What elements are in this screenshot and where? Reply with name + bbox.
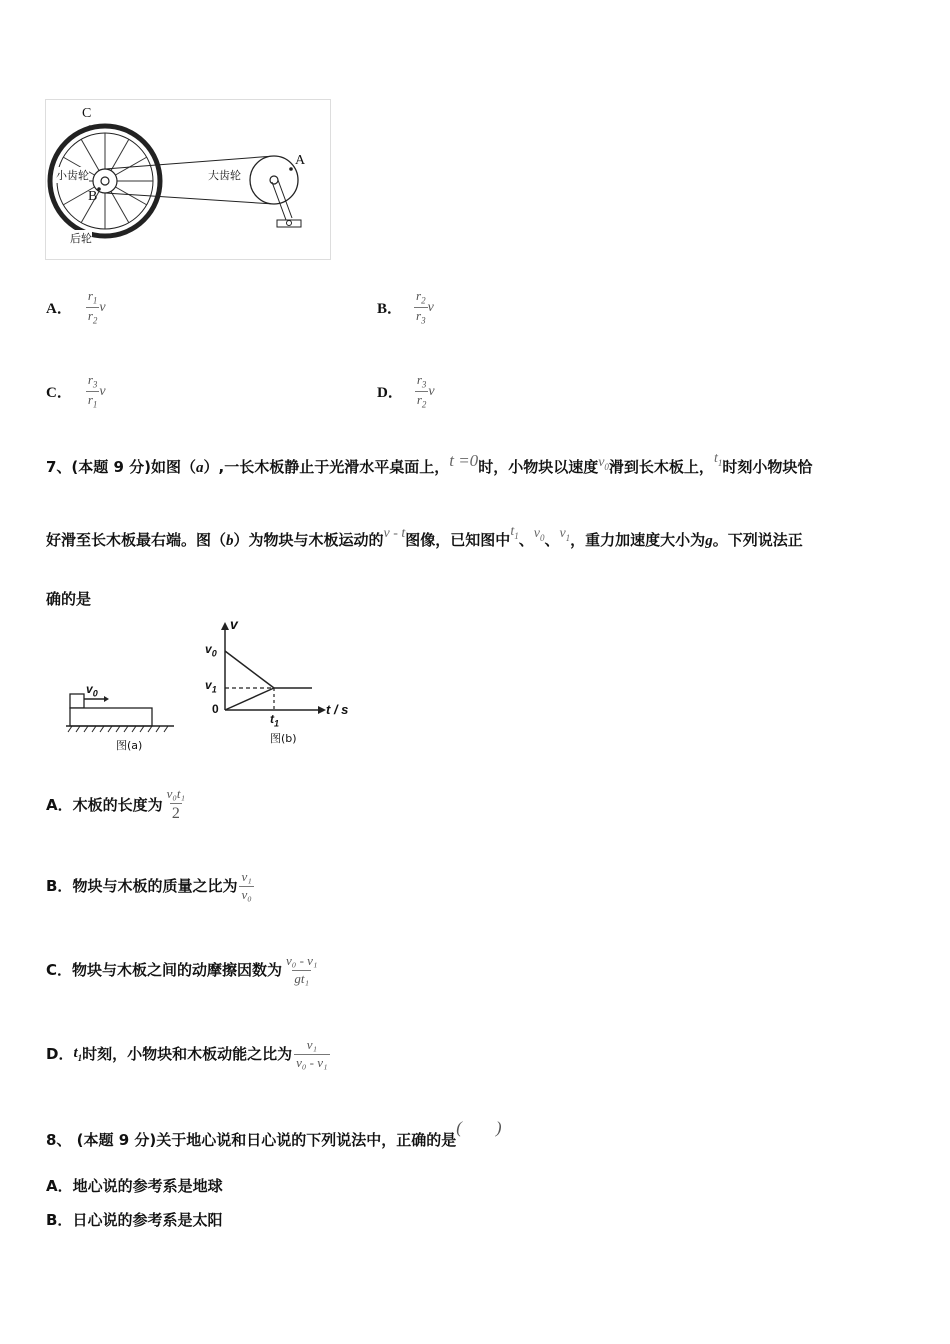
big-gear-label: 大齿轮 bbox=[208, 169, 241, 182]
option-variable: v bbox=[428, 383, 435, 399]
q6-option-c[interactable] bbox=[46, 372, 106, 412]
option-variable: v bbox=[99, 299, 106, 315]
option-text: 木板的长度为 bbox=[72, 795, 163, 814]
option-label: D． bbox=[377, 385, 403, 402]
q8-option-b[interactable] bbox=[46, 1213, 222, 1228]
option-t1: $t_1$ bbox=[73, 1044, 83, 1063]
q6-option-b[interactable] bbox=[377, 288, 434, 328]
q7-option-a[interactable] bbox=[46, 786, 187, 825]
q7-figure-a bbox=[60, 680, 180, 755]
option-variable: v bbox=[427, 299, 434, 315]
label-c: C bbox=[82, 106, 92, 121]
fig-a-v0-label: $v_0$ bbox=[86, 682, 98, 699]
option-fraction: $\frac{r_2}{r_3}$ bbox=[416, 288, 426, 326]
fig-b-v0-label: $v_0$ bbox=[205, 642, 217, 659]
fig-b-v1-label: $v_1$ bbox=[205, 678, 217, 695]
option-fraction: $\frac{\text{v₁}}{\text{v₀}}$ bbox=[241, 869, 252, 902]
fig-b-origin-label: 0 bbox=[212, 702, 219, 716]
option-fraction: $\frac{r_3}{r_2}$ bbox=[416, 372, 427, 410]
option-text: 物块与木板的质量之比为 bbox=[72, 876, 238, 895]
option-fraction: $\frac{\text{v₁}}{\text{v₀ - v₁}}$ bbox=[296, 1037, 328, 1070]
q7-figure-b bbox=[200, 618, 360, 748]
rear-wheel-label: 后轮 bbox=[70, 232, 92, 245]
option-fraction: $\frac{\text{v₀t₁}}{2}$ bbox=[165, 786, 187, 825]
q7-option-d[interactable] bbox=[46, 1037, 330, 1072]
option-text: 时刻，小物块和木板动能之比为 bbox=[82, 1044, 293, 1063]
option-label: C． bbox=[46, 385, 72, 402]
label-b: B bbox=[88, 189, 98, 204]
option-text: 地心说的参考系是地球 bbox=[72, 1177, 223, 1195]
q8-stem: 8、 (本题 9 分)关于地心说和日心说的下列说法中，正确的是( ) bbox=[46, 1118, 502, 1149]
fig-a-caption: 图(a) bbox=[116, 739, 143, 752]
answer-blank: ( ) bbox=[456, 1118, 502, 1137]
option-label: B． bbox=[377, 301, 403, 318]
small-gear-label: 小齿轮 bbox=[56, 169, 89, 182]
option-text: 物块与木板之间的动摩擦因数为 bbox=[72, 960, 283, 979]
option-label: A． bbox=[46, 1177, 73, 1195]
option-label: C． bbox=[46, 960, 73, 979]
option-fraction: $\frac{r_1}{r_2}$ bbox=[87, 288, 98, 326]
option-variable: v bbox=[99, 383, 106, 399]
q8-option-a[interactable] bbox=[46, 1179, 223, 1194]
q7-stem-line1: 7、(本题 9 分)如图（a）,一长木板静止于光滑水平桌面上，t =0时，小物块以速度$v_0$滑到长木板上，$t_1$时刻小物块恰 bbox=[46, 451, 813, 476]
q7-option-c[interactable] bbox=[46, 953, 319, 988]
option-label: A． bbox=[46, 795, 73, 814]
option-label: D． bbox=[46, 1044, 74, 1063]
option-fraction: $\frac{r_3}{r_1}$ bbox=[87, 372, 98, 410]
fig-b-t1-label: $t_1$ bbox=[270, 712, 280, 729]
fig-b-caption: 图(b) bbox=[270, 732, 297, 745]
q6-option-a[interactable] bbox=[46, 288, 106, 328]
option-text: 日心说的参考系是太阳 bbox=[72, 1211, 223, 1229]
fig-b-t-axis-label: t / s bbox=[326, 702, 349, 717]
option-label: B． bbox=[46, 1211, 73, 1229]
option-label: A． bbox=[46, 301, 72, 318]
bicycle-gear-figure bbox=[45, 99, 331, 260]
label-a: A bbox=[295, 153, 306, 168]
option-fraction: $\frac{\text{v₀ - v₁}}{\text{gt₁}}$ bbox=[286, 953, 318, 986]
q7-stem-line2: 好滑至长木板最右端。图（b）为物块与木板运动的v - t图像，已知图中$t_1$、$v_0$、$v_1$，重力加速度大小为g。下列说法正 bbox=[46, 524, 803, 549]
v-t-graph bbox=[200, 618, 360, 748]
option-label: B． bbox=[46, 876, 73, 895]
fig-b-v-axis-label: v bbox=[230, 616, 238, 632]
q7-option-b[interactable] bbox=[46, 869, 254, 904]
q7-stem-line3: 确的是 bbox=[46, 590, 92, 608]
q6-option-d[interactable] bbox=[377, 372, 435, 412]
